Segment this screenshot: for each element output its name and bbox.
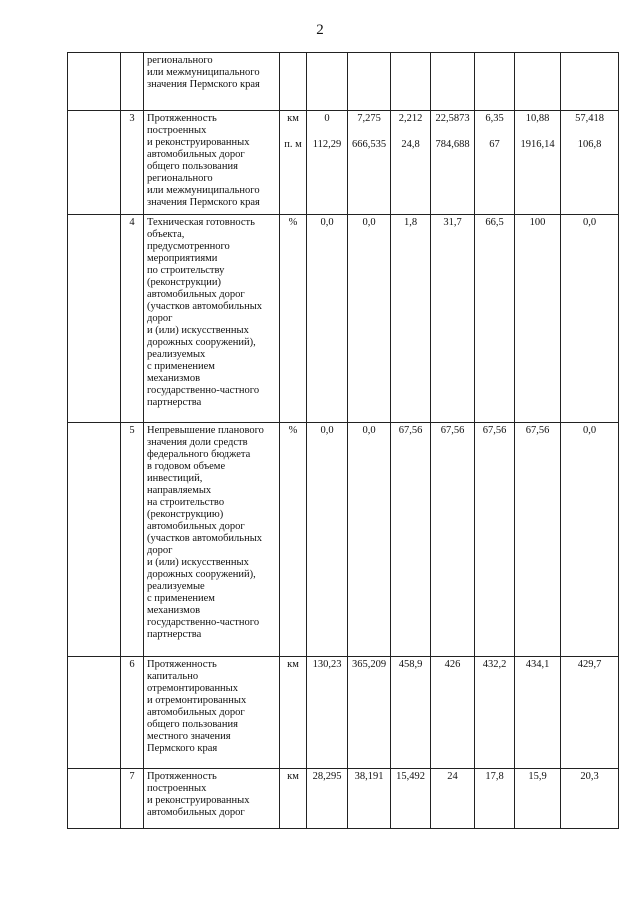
indicator-name: Протяженность капитально отремонтированных и отремонтированных автомобильных дорог общего пользования местного значения Пермского края <box>144 657 280 769</box>
value-cell <box>307 423 348 657</box>
value-text: 426 <box>444 659 461 670</box>
value-text: 6,35 <box>485 113 504 124</box>
value-cell <box>348 657 391 769</box>
value-text: 20,3 <box>580 771 599 782</box>
value-text: 0,0 <box>320 217 334 228</box>
row-number: 4 <box>121 215 144 423</box>
indicators-table <box>67 52 619 829</box>
value-cell <box>475 215 515 423</box>
blank-cell <box>68 111 121 215</box>
table-row <box>68 215 619 423</box>
value-cell <box>561 111 619 215</box>
value-text: 130,23 <box>312 659 342 670</box>
unit-cell <box>280 111 307 215</box>
value-cell <box>431 111 475 215</box>
table-row <box>68 657 619 769</box>
value-cell <box>307 215 348 423</box>
value-text: 432,2 <box>482 659 507 670</box>
value-cell <box>431 53 475 111</box>
value-cell <box>515 53 561 111</box>
value-text: 0,0 <box>582 217 597 228</box>
row-number: 7 <box>121 769 144 829</box>
value-text: 0,0 <box>320 425 334 436</box>
value-cell <box>307 769 348 829</box>
value-text: 0,0 <box>362 217 376 228</box>
value-cell <box>561 769 619 829</box>
value-text: 365,209 <box>351 659 387 670</box>
unit-label: км <box>287 659 299 670</box>
blank-cell <box>68 215 121 423</box>
value-text: 24 <box>447 771 458 782</box>
table-row <box>68 111 619 215</box>
value-text: 67,56 <box>398 425 423 436</box>
value-cell <box>307 53 348 111</box>
value-cell <box>515 423 561 657</box>
value-cell <box>391 423 431 657</box>
table-row <box>68 53 619 111</box>
value-cell <box>348 215 391 423</box>
value-cell <box>561 423 619 657</box>
unit-cell <box>280 769 307 829</box>
row-number: 3 <box>121 111 144 215</box>
value-cell <box>307 657 348 769</box>
unit-cell <box>280 53 307 111</box>
value-text: 15,9 <box>528 771 547 782</box>
blank-cell <box>68 769 121 829</box>
value-cell <box>348 111 391 215</box>
value-text: 7,275 <box>357 113 381 124</box>
value-cell <box>475 111 515 215</box>
value-cell <box>515 215 561 423</box>
value-text: 31,7 <box>443 217 462 228</box>
blank-cell <box>68 657 121 769</box>
value-cell <box>307 111 348 215</box>
value-text: 17,8 <box>485 771 504 782</box>
value-text: 15,492 <box>396 771 425 782</box>
indicator-name: Протяженность построенных и реконструированных автомобильных дорог общего пользования регионального или межмуниципального значения Пермского края <box>144 111 280 215</box>
value-text: 0,0 <box>362 425 376 436</box>
value-cell <box>391 53 431 111</box>
unit-label: % <box>288 425 298 436</box>
value-cell <box>431 657 475 769</box>
value-text: 1916,14 <box>520 139 555 150</box>
unit-label: п. м <box>284 139 302 150</box>
value-text: 784,688 <box>435 139 470 150</box>
value-text: 666,535 <box>351 139 387 150</box>
value-text: 429,7 <box>577 659 602 670</box>
value-text: 112,29 <box>312 139 342 150</box>
blank-cell <box>68 53 121 111</box>
value-cell <box>348 423 391 657</box>
value-cell <box>431 215 475 423</box>
unit-cell <box>280 423 307 657</box>
value-text: 67,56 <box>525 425 550 436</box>
value-text: 0,0 <box>582 425 597 436</box>
unit-label: км <box>287 113 299 124</box>
value-cell <box>391 215 431 423</box>
value-cell <box>391 657 431 769</box>
value-text: 67,56 <box>482 425 507 436</box>
value-cell <box>561 215 619 423</box>
unit-label: % <box>288 217 298 228</box>
value-text: 106,8 <box>577 139 602 150</box>
value-cell <box>561 53 619 111</box>
value-cell <box>515 769 561 829</box>
value-text: 24,8 <box>401 139 420 150</box>
value-cell <box>561 657 619 769</box>
indicator-name: Протяженность построенных и реконструированных автомобильных дорог <box>144 769 280 829</box>
value-cell <box>515 111 561 215</box>
unit-label: км <box>287 771 299 782</box>
value-cell <box>515 657 561 769</box>
indicator-name: Техническая готовность объекта, предусмотренного мероприятиями по строительству (реконструкции) автомобильных дорог (участков автомобильных дорог и (или) искусственных дорожных сооружений), реализуемых с применением механизмов государственно-частного партнерства <box>144 215 280 423</box>
value-text: 0 <box>324 113 330 124</box>
blank-cell <box>68 423 121 657</box>
value-cell <box>391 769 431 829</box>
value-cell <box>475 769 515 829</box>
page-number: 2 <box>316 22 324 38</box>
table-row <box>68 423 619 657</box>
value-cell <box>348 769 391 829</box>
indicator-name: регионального или межмуниципального значения Пермского края <box>144 53 280 111</box>
value-cell <box>348 53 391 111</box>
value-text: 458,9 <box>398 659 423 670</box>
value-text: 67,56 <box>440 425 465 436</box>
value-text: 66,5 <box>485 217 504 228</box>
row-number: 6 <box>121 657 144 769</box>
value-cell <box>431 769 475 829</box>
value-text: 22,5873 <box>435 113 470 124</box>
value-cell <box>475 53 515 111</box>
value-text: 100 <box>529 217 546 228</box>
value-text: 1,8 <box>403 217 418 228</box>
value-cell <box>475 657 515 769</box>
value-text: 57,418 <box>575 113 604 124</box>
row-number <box>121 53 144 111</box>
table-row <box>68 769 619 829</box>
indicator-name: Непревышение планового значения доли средств федерального бюджета в годовом объеме инвестиций, направляемых на строительство (реконструкцию) автомобильных дорог (участков автомобильных дорог и (или) искусственных дорожных сооружений), реализуемые с применением механизмов государственно-частного партнерства <box>144 423 280 657</box>
row-number: 5 <box>121 423 144 657</box>
value-text: 434,1 <box>525 659 550 670</box>
value-cell <box>475 423 515 657</box>
value-text: 2,212 <box>398 113 423 124</box>
value-text: 28,295 <box>312 771 342 782</box>
unit-cell <box>280 215 307 423</box>
value-text: 67 <box>489 139 500 150</box>
value-cell <box>391 111 431 215</box>
value-text: 10,88 <box>525 113 550 124</box>
unit-cell <box>280 657 307 769</box>
value-cell <box>431 423 475 657</box>
value-text: 38,191 <box>354 771 384 782</box>
